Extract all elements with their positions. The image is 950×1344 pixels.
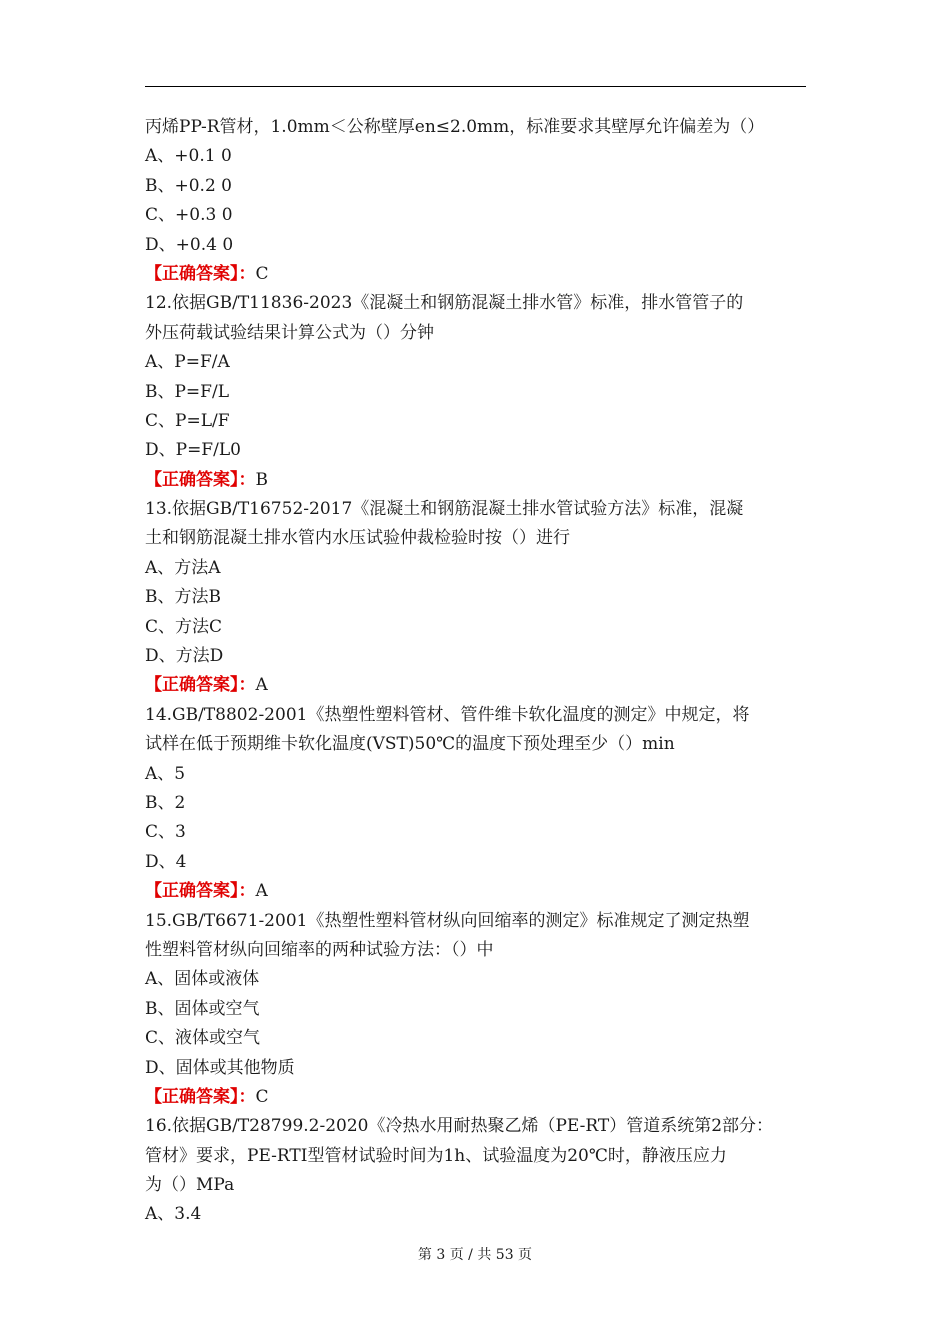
option-text: B、2 [145,792,186,813]
question-text: 试样在低于预期维卡软化温度(VST)50℃的温度下预处理至少（）min [145,734,675,755]
question-block [145,289,815,495]
header-rule [145,86,806,87]
option-text: D、固体或其他物质 [145,1057,295,1078]
question-block [145,907,815,1113]
option-text: B、固体或空气 [145,998,260,1019]
answer-label: 【正确答案】： [145,469,256,490]
question-text: 16.依据GB/T28799.2-2020《冷热水用耐热聚乙烯（PE-RT）管道系统第2部分： [145,1116,774,1137]
option-text: A、固体或液体 [145,969,260,990]
correct-answer [145,466,815,495]
answer-value: C [255,1086,269,1107]
question-text: 土和钢筋混凝土排水管内水压试验仲裁检验时按（）进行 [145,528,570,549]
correct-answer [145,671,815,700]
question-text: 15.GB/T6671-2001《热塑性塑料管材纵向回缩率的测定》标准规定了测定热塑 [145,910,750,931]
question-text: 管材》要求，PE-RTⅠ型管材试验时间为1h、试验温度为20℃时，静液压应力 [145,1145,727,1166]
option-text: A、P=F/A [145,352,230,373]
option-text: A、5 [145,763,186,784]
question-text: 外压荷载试验结果计算公式为（）分钟 [145,322,434,343]
answer-value: A [255,675,268,696]
option-text: D、+0.4 0 [145,234,234,255]
question-text: 为（）MPa [145,1175,235,1196]
answer-value: A [255,881,268,902]
correct-answer [145,260,815,289]
option-text: A、+0.1 0 [145,146,232,167]
option-text: C、P=L/F [145,410,230,431]
option-text: B、+0.2 0 [145,175,232,196]
answer-label: 【正确答案】： [145,675,256,696]
correct-answer [145,877,815,906]
question-text: 丙烯PP-R管材，1.0mm＜公称壁厚en≤2.0mm，标准要求其壁厚允许偏差为（） [145,117,765,137]
answer-label: 【正确答案】： [145,1086,256,1107]
option-text: D、P=F/L0 [145,440,241,461]
option-text: A、方法A [145,557,221,578]
question-block [145,113,815,289]
option-text: C、方法C [145,616,223,637]
question-list [145,113,815,1230]
option-text: C、液体或空气 [145,1028,261,1049]
option-text: C、3 [145,822,186,843]
answer-label: 【正确答案】： [145,881,256,902]
answer-value: C [255,263,269,284]
option-text: D、4 [145,851,187,872]
correct-answer [145,1083,815,1112]
option-text: B、P=F/L [145,381,229,402]
page-number: 第 3 页 / 共 53 页 [417,1247,533,1263]
question-text: 14.GB/T8802-2001《热塑性塑料管材、管件维卡软化温度的测定》中规定，将 [145,704,750,725]
option-text: A、3.4 [145,1204,202,1225]
question-text: 性塑料管材纵向回缩率的两种试验方法：（）中 [145,939,494,960]
question-block [145,495,815,701]
question-block [145,701,815,907]
option-text: B、方法B [145,587,221,608]
answer-label: 【正确答案】： [145,263,256,284]
option-text: C、+0.3 0 [145,205,233,226]
question-text: 12.依据GB/T11836-2023《混凝土和钢筋混凝土排水管》标准，排水管管子的 [145,293,744,314]
answer-value: B [255,469,268,490]
question-block [145,1112,815,1230]
question-text: 13.依据GB/T16752-2017《混凝土和钢筋混凝土排水管试验方法》标准，混凝 [145,499,744,520]
option-text: D、方法D [145,646,224,667]
